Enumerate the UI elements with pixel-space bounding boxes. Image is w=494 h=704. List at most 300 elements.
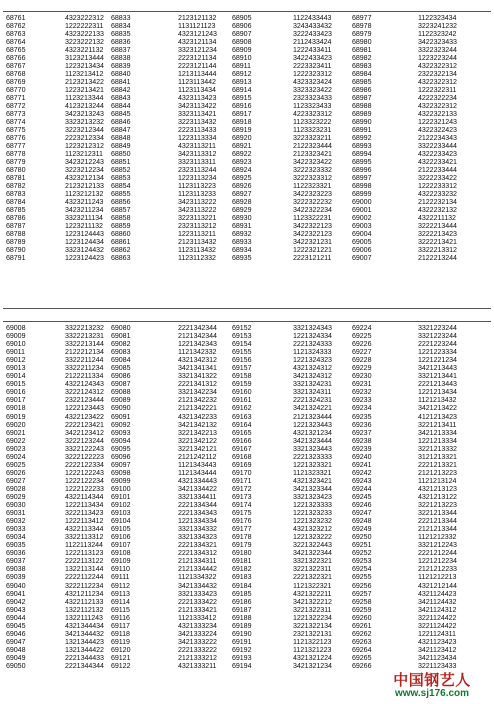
table-row <box>0 190 494 198</box>
index-cell: 69050 <box>6 661 26 670</box>
table-row <box>0 533 494 541</box>
index-cell: 69097 <box>111 460 131 469</box>
code-cell: 3322113312 <box>65 533 104 542</box>
index-cell: 68849 <box>111 142 131 151</box>
index-cell: 68919 <box>232 126 252 135</box>
index-cell: 69163 <box>232 412 252 421</box>
code-cell: 3321212243 <box>418 541 457 550</box>
code-cell: 3321334411 <box>178 492 217 501</box>
code-cell: 3321324343 <box>293 324 332 332</box>
table-row <box>0 62 494 70</box>
code-cell: 4323113211 <box>178 142 216 151</box>
code-cell: 2121213223 <box>418 468 457 477</box>
code-cell: 2221213321 <box>418 460 457 469</box>
site-watermark <box>376 672 488 702</box>
index-cell: 69176 <box>232 517 252 526</box>
code-cell: 3422322123 <box>293 222 332 231</box>
code-cell: 1222322311 <box>418 86 457 95</box>
code-cell: 3322323244 <box>418 46 457 55</box>
code-cell: 4321213122 <box>418 492 457 501</box>
index-cell: 68987 <box>352 94 372 103</box>
table-row <box>0 445 494 453</box>
table-row <box>0 582 494 590</box>
code-cell: 2221334344 <box>178 501 217 510</box>
index-cell: 69000 <box>352 198 372 207</box>
code-cell: 1223124443 <box>65 230 104 239</box>
code-cell: 3223241232 <box>418 22 457 31</box>
code-cell: 4321344434 <box>65 621 104 630</box>
code-cell: 3422322234 <box>293 206 332 215</box>
index-cell: 69024 <box>6 452 26 461</box>
index-cell: 68981 <box>352 46 372 55</box>
index-cell: 69037 <box>6 557 26 566</box>
code-cell: 1321344422 <box>65 645 104 654</box>
index-cell: 68836 <box>111 38 131 47</box>
index-cell: 68834 <box>111 22 131 31</box>
index-cell: 68787 <box>6 222 26 231</box>
code-cell: 1223223244 <box>418 54 457 63</box>
index-cell: 69245 <box>352 492 372 501</box>
code-cell: 3321323423 <box>293 492 332 501</box>
table-row <box>0 238 494 246</box>
code-cell: 1222323312 <box>293 70 332 79</box>
code-cell: 1221323233 <box>293 509 332 518</box>
index-cell: 69255 <box>352 573 372 582</box>
code-cell: 3421123434 <box>418 653 457 662</box>
table-row <box>0 174 494 182</box>
index-cell: 69039 <box>6 573 26 582</box>
index-cell: 68977 <box>352 14 372 22</box>
code-cell: 3423113222 <box>178 198 217 207</box>
table-row <box>0 246 494 254</box>
code-cell: 3322213231 <box>65 332 104 341</box>
index-cell: 69183 <box>232 573 252 582</box>
code-cell: 3422323422 <box>293 158 332 167</box>
table-row <box>0 54 494 62</box>
code-cell: 2123213422 <box>65 78 104 87</box>
index-cell: 69015 <box>6 380 26 389</box>
index-cell: 68934 <box>232 246 252 255</box>
code-cell: 1223113211 <box>178 230 216 239</box>
index-cell: 68994 <box>352 150 372 159</box>
index-cell: 69021 <box>6 428 26 437</box>
code-cell: 4323121134 <box>178 38 217 47</box>
code-cell: 4123213244 <box>65 102 104 111</box>
code-cell: 1321344423 <box>65 637 104 646</box>
code-cell: 4322322312 <box>418 78 457 87</box>
code-cell: 1223124434 <box>65 238 104 247</box>
index-cell: 68850 <box>111 150 131 159</box>
index-cell: 69248 <box>352 517 372 526</box>
index-cell: 68924 <box>232 166 252 175</box>
code-cell: 1123212311 <box>65 150 103 159</box>
code-cell: 4322322312 <box>418 102 457 111</box>
index-cell: 68767 <box>6 62 26 71</box>
table-row <box>0 493 494 501</box>
index-cell: 68998 <box>352 182 372 191</box>
code-cell: 3323113421 <box>178 110 217 119</box>
code-cell: 3222433423 <box>293 30 332 39</box>
index-cell: 69160 <box>232 388 252 397</box>
index-cell: 69092 <box>111 420 131 429</box>
index-cell: 69022 <box>6 436 26 445</box>
code-cell: 3221124422 <box>418 621 457 630</box>
index-cell: 69259 <box>352 605 372 614</box>
index-cell: 68842 <box>111 86 131 95</box>
index-cell: 68929 <box>232 206 252 215</box>
code-cell: 2222113122 <box>65 557 104 566</box>
code-cell: 2323113212 <box>178 222 217 231</box>
code-cell: 2122232134 <box>418 198 457 207</box>
code-cell: 4321321224 <box>293 653 332 662</box>
code-cell: 3322211234 <box>65 364 104 373</box>
index-cell: 68862 <box>111 246 131 255</box>
index-cell: 68840 <box>111 70 131 79</box>
index-cell: 69240 <box>352 452 372 461</box>
index-cell: 69191 <box>232 637 252 646</box>
index-cell: 69187 <box>232 605 252 614</box>
index-cell: 69121 <box>111 653 131 662</box>
code-cell: 2112433424 <box>293 38 332 47</box>
code-cell: 1121342332 <box>178 348 217 357</box>
code-cell: 1223213434 <box>65 62 104 71</box>
table-row <box>0 662 494 670</box>
table-row <box>0 166 494 174</box>
code-cell: 1121323321 <box>293 468 332 477</box>
index-cell: 68790 <box>6 246 26 255</box>
code-cell: 1121343443 <box>178 460 217 469</box>
index-cell: 69239 <box>352 444 372 453</box>
code-cell: 3223212234 <box>65 166 104 175</box>
index-cell: 69049 <box>6 653 26 662</box>
code-cell: 4323211243 <box>65 198 104 207</box>
code-cell: 1122113244 <box>65 541 103 550</box>
code-cell: 3421341341 <box>178 364 217 373</box>
index-cell: 68774 <box>6 118 26 127</box>
code-cell: 1223124423 <box>65 254 104 263</box>
code-cell: 3321223244 <box>418 324 457 332</box>
code-cell: 3221342213 <box>178 428 217 437</box>
code-cell: 4322113344 <box>65 525 104 534</box>
index-cell: 69166 <box>232 436 252 445</box>
index-cell: 69253 <box>352 557 372 566</box>
code-cell: 1221212234 <box>418 557 457 566</box>
index-cell: 68914 <box>232 86 252 95</box>
table-row <box>0 182 494 190</box>
index-cell: 69224 <box>352 324 372 332</box>
code-cell: 3422321231 <box>293 238 332 247</box>
index-cell: 69014 <box>6 372 26 381</box>
code-cell: 2322123444 <box>65 396 104 405</box>
code-cell: 3222112234 <box>65 581 104 590</box>
index-cell: 69231 <box>352 380 372 389</box>
code-cell: 3223113432 <box>178 118 217 127</box>
index-cell: 69043 <box>6 605 26 614</box>
index-cell: 69178 <box>232 533 252 542</box>
code-cell: 3322122243 <box>65 444 104 453</box>
index-cell: 69042 <box>6 597 26 606</box>
table-row <box>0 14 494 22</box>
code-cell: 1221334334 <box>178 517 217 526</box>
code-cell: 1221124311 <box>418 629 456 638</box>
index-cell: 69086 <box>111 372 131 381</box>
code-cell: 1121321223 <box>293 645 332 654</box>
table-row <box>0 142 494 150</box>
index-cell: 69190 <box>232 629 252 638</box>
index-cell: 69093 <box>111 428 131 437</box>
index-cell: 69007 <box>352 254 372 263</box>
code-cell: 2323113244 <box>178 166 217 175</box>
index-cell: 69081 <box>111 332 131 341</box>
code-cell: 3222123244 <box>65 436 104 445</box>
code-cell: 3323213232 <box>65 118 104 127</box>
code-cell: 1223212312 <box>65 142 104 151</box>
index-cell: 68854 <box>111 182 131 191</box>
code-cell: 2121323444 <box>293 412 332 421</box>
index-cell: 68989 <box>352 110 372 119</box>
code-cell: 1123213344 <box>65 94 104 103</box>
index-cell: 69169 <box>232 460 252 469</box>
index-cell: 69005 <box>352 238 372 247</box>
index-cell: 68778 <box>6 150 26 159</box>
index-cell: 69044 <box>6 613 26 622</box>
code-cell: 3421342132 <box>178 420 217 429</box>
code-cell: 4321321234 <box>293 428 332 437</box>
index-cell: 69226 <box>352 340 372 349</box>
index-cell: 69189 <box>232 621 252 630</box>
index-cell: 69047 <box>6 637 26 646</box>
index-cell: 69244 <box>352 484 372 493</box>
index-cell: 69156 <box>232 356 252 365</box>
table-row <box>0 485 494 493</box>
code-cell: 3221213332 <box>418 444 457 453</box>
index-cell: 69023 <box>6 444 26 453</box>
table-row <box>0 590 494 598</box>
code-cell: 3421323344 <box>293 484 332 493</box>
index-cell: 69102 <box>111 501 131 510</box>
code-cell: 1122433443 <box>293 14 332 22</box>
index-cell: 68933 <box>232 238 252 247</box>
table-row <box>0 356 494 364</box>
index-cell: 68776 <box>6 134 26 143</box>
table-row <box>0 134 494 142</box>
index-cell: 69104 <box>111 517 131 526</box>
index-cell: 69109 <box>111 557 131 566</box>
index-cell: 68845 <box>111 110 131 119</box>
code-cell: 4322233421 <box>418 158 457 167</box>
code-cell: 3221322443 <box>293 541 332 550</box>
index-cell: 68913 <box>232 78 252 87</box>
code-cell: 2123323421 <box>293 150 332 159</box>
index-cell: 68847 <box>111 126 131 135</box>
code-cell: 2223113433 <box>178 126 217 135</box>
index-cell: 69106 <box>111 533 131 542</box>
index-cell: 69179 <box>232 541 252 550</box>
index-cell: 69090 <box>111 404 131 413</box>
code-cell: 3323323422 <box>293 86 332 95</box>
index-cell: 69001 <box>352 206 372 215</box>
code-cell: 2221213344 <box>418 517 457 526</box>
code-cell: 1121333412 <box>178 613 217 622</box>
code-cell: 3422323223 <box>293 190 332 199</box>
index-cell: 69095 <box>111 444 131 453</box>
code-cell: 2123121132 <box>178 14 217 22</box>
code-cell: 1123323433 <box>293 102 332 111</box>
index-cell: 69161 <box>232 396 252 405</box>
index-cell: 68770 <box>6 86 26 95</box>
index-cell: 68786 <box>6 214 26 223</box>
index-cell: 68928 <box>232 198 252 207</box>
code-cell: 3321333423 <box>178 589 217 598</box>
code-cell: 4322123422 <box>65 412 104 421</box>
code-cell: 3321341322 <box>178 372 217 381</box>
code-cell: 2322322134 <box>418 70 457 79</box>
code-cell: 3422123412 <box>65 428 104 437</box>
index-cell: 69016 <box>6 388 26 397</box>
code-cell: 3421334422 <box>178 484 217 493</box>
index-cell: 68932 <box>232 230 252 239</box>
index-cell: 69234 <box>352 404 372 413</box>
index-cell: 69172 <box>232 484 252 493</box>
index-cell: 69084 <box>111 356 131 365</box>
index-cell: 69019 <box>6 412 26 421</box>
table-row <box>0 126 494 134</box>
code-cell: 1222222311 <box>65 22 104 31</box>
code-cell: 4321124423 <box>418 589 457 598</box>
index-cell: 68985 <box>352 78 372 87</box>
index-cell: 69038 <box>6 565 26 574</box>
index-cell: 68920 <box>232 134 252 143</box>
code-cell: 2221322321 <box>293 573 332 582</box>
code-cell: 3423213243 <box>65 110 104 119</box>
code-cell: 1121334322 <box>178 573 217 582</box>
index-cell: 69237 <box>352 428 372 437</box>
index-cell: 68979 <box>352 30 372 39</box>
table-row <box>0 638 494 646</box>
code-cell: 4323221132 <box>65 46 104 55</box>
table-row <box>0 364 494 372</box>
index-cell: 69027 <box>6 476 26 485</box>
code-cell: 2121333212 <box>178 653 217 662</box>
code-cell: 4321211234 <box>65 589 104 598</box>
table-row <box>0 380 494 388</box>
code-cell: 2122212134 <box>65 348 104 357</box>
index-cell: 69114 <box>111 597 130 606</box>
index-cell: 69003 <box>352 222 372 231</box>
code-cell: 2122233444 <box>418 166 457 175</box>
index-cell: 69041 <box>6 589 26 598</box>
code-cell: 2223121144 <box>178 62 217 71</box>
table-row <box>0 118 494 126</box>
index-cell: 69002 <box>352 214 372 223</box>
table-1-bottom-rule <box>3 308 491 309</box>
index-cell: 69254 <box>352 565 372 574</box>
index-cell: 69018 <box>6 404 26 413</box>
index-cell: 68857 <box>111 206 131 215</box>
code-cell: 2121212233 <box>418 565 457 574</box>
index-cell: 69170 <box>232 468 252 477</box>
index-cell: 68789 <box>6 238 26 247</box>
table-row <box>0 94 494 102</box>
code-cell: 1122323321 <box>293 182 332 191</box>
code-cell: 1123113434 <box>178 86 216 95</box>
index-cell: 69162 <box>232 404 252 413</box>
table-row <box>0 388 494 396</box>
index-cell: 69230 <box>352 372 372 381</box>
code-cell: 4323222312 <box>65 14 104 22</box>
index-cell: 69262 <box>352 629 372 638</box>
index-cell: 69048 <box>6 645 26 654</box>
code-cell: 3322213232 <box>65 324 104 332</box>
code-cell: 4321123423 <box>418 637 457 646</box>
index-cell: 69112 <box>111 581 130 590</box>
code-cell: 2221334321 <box>178 541 217 550</box>
code-cell: 3323113311 <box>178 158 216 167</box>
number-table-1 <box>0 14 494 262</box>
table-row <box>0 614 494 622</box>
index-cell: 69010 <box>6 340 26 349</box>
index-cell: 68925 <box>232 174 252 183</box>
index-cell: 68851 <box>111 158 131 167</box>
index-cell: 68775 <box>6 126 26 135</box>
index-cell: 69168 <box>232 452 252 461</box>
index-cell: 69246 <box>352 501 372 510</box>
code-cell: 2222112244 <box>65 573 104 582</box>
index-cell: 69188 <box>232 613 252 622</box>
index-cell: 69186 <box>232 597 252 606</box>
index-cell: 69193 <box>232 653 252 662</box>
table-row <box>0 222 494 230</box>
index-cell: 69013 <box>6 364 26 373</box>
index-cell: 69026 <box>6 468 26 477</box>
watermark-url: www.sj176.com <box>394 688 470 699</box>
code-cell: 2221341312 <box>178 380 217 389</box>
code-cell: 4321322211 <box>293 589 332 598</box>
code-cell: 3321342234 <box>178 388 217 397</box>
table-row <box>0 549 494 557</box>
code-cell: 2121342232 <box>178 396 217 405</box>
code-cell: 2121242112 <box>178 452 217 461</box>
code-cell: 1223211132 <box>65 222 103 231</box>
table-row <box>0 573 494 581</box>
code-cell: 1122323242 <box>418 30 457 39</box>
index-cell: 69235 <box>352 412 372 421</box>
code-cell: 2323323433 <box>293 94 332 103</box>
index-cell: 68844 <box>111 102 131 111</box>
index-cell: 68978 <box>352 22 372 31</box>
table-row <box>0 230 494 238</box>
table-row <box>0 413 494 421</box>
code-cell: 3423113312 <box>178 150 217 159</box>
code-cell: 3422322123 <box>293 230 332 239</box>
index-cell: 69035 <box>6 541 26 550</box>
index-cell: 69261 <box>352 621 372 630</box>
index-cell: 69089 <box>111 396 131 405</box>
code-cell: 4321333211 <box>178 661 217 670</box>
code-cell: 3422433423 <box>293 54 332 63</box>
index-cell: 69080 <box>111 324 131 332</box>
code-cell: 3421123412 <box>418 645 457 654</box>
index-cell: 69192 <box>232 645 252 654</box>
code-cell: 1221322234 <box>293 613 332 622</box>
index-cell: 69100 <box>111 484 131 493</box>
index-cell: 68910 <box>232 54 252 63</box>
table-row <box>0 477 494 485</box>
index-cell: 69181 <box>232 557 252 566</box>
code-cell: 1221342343 <box>178 340 217 349</box>
index-cell: 68995 <box>352 158 372 167</box>
index-cell: 69025 <box>6 460 26 469</box>
